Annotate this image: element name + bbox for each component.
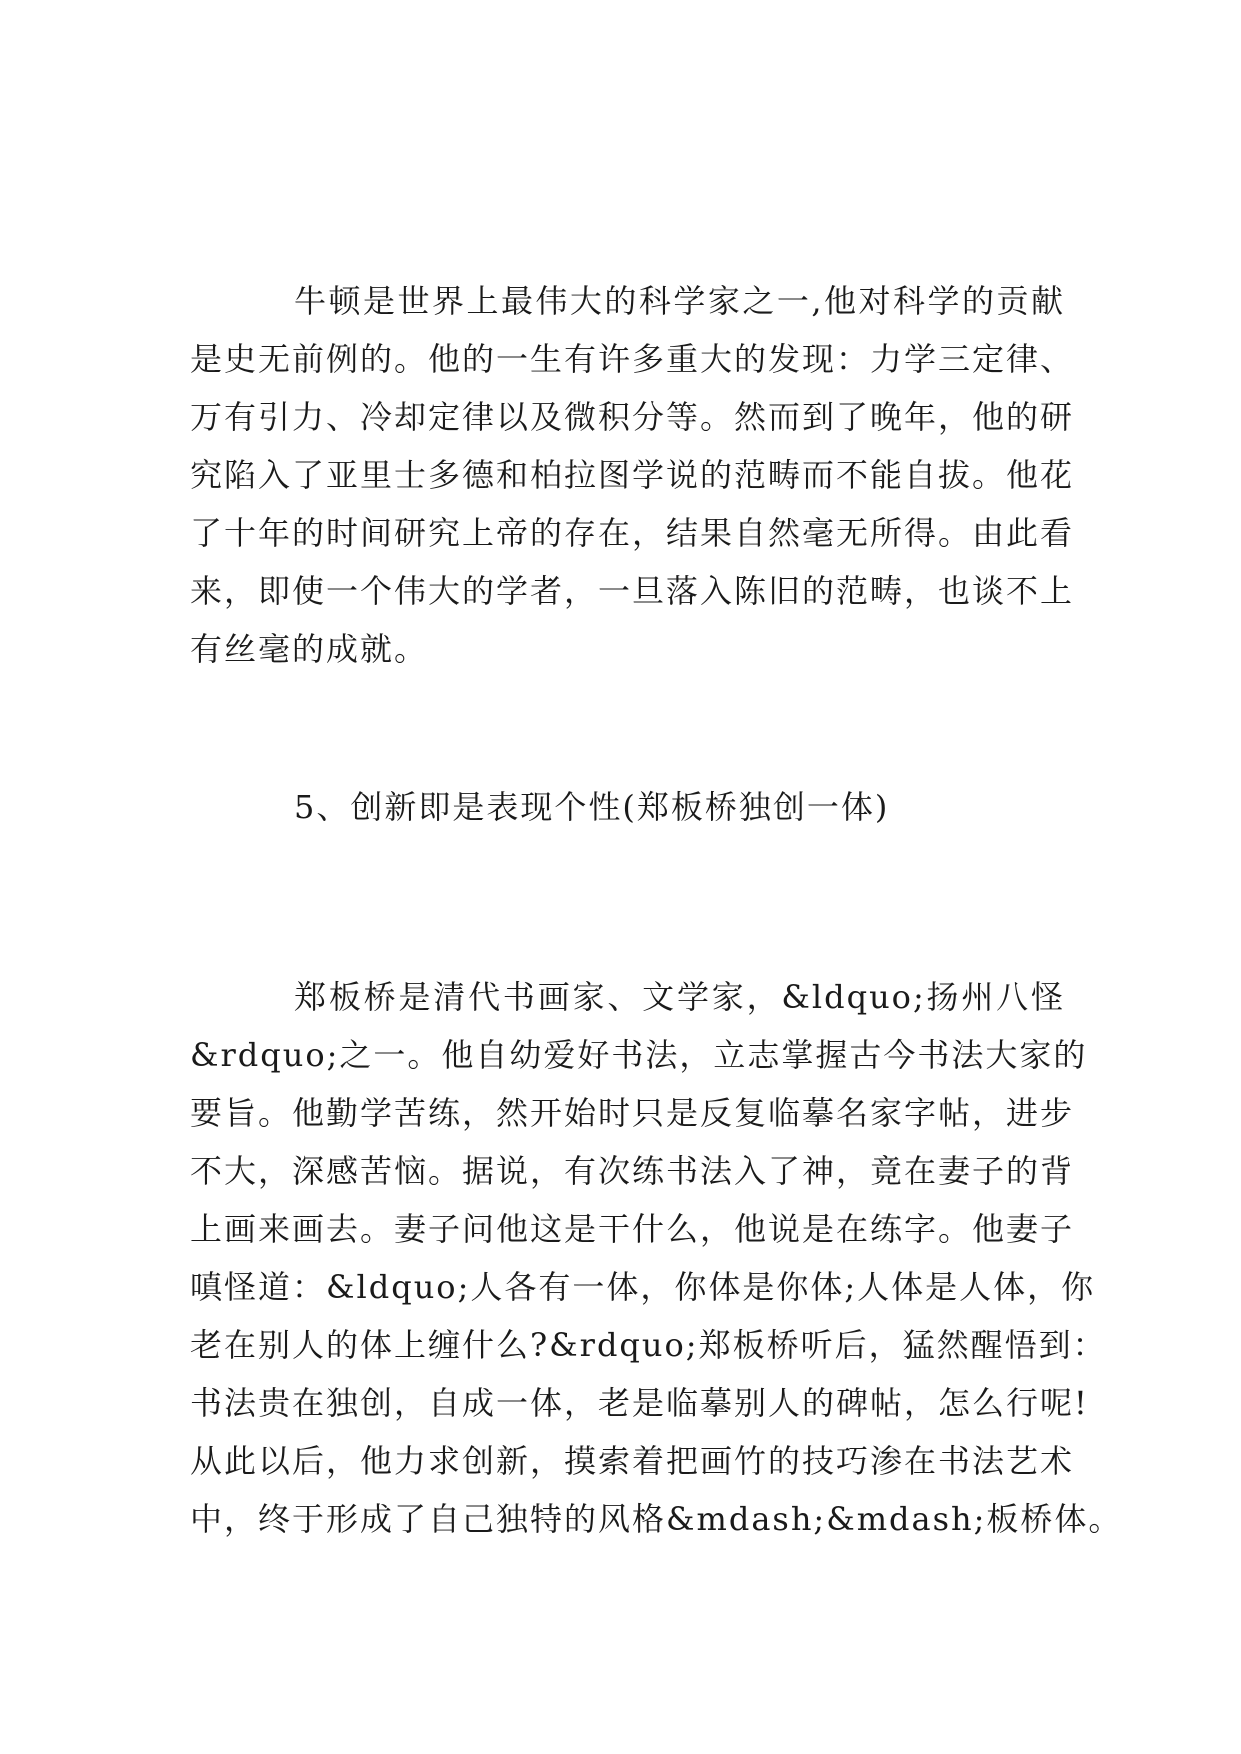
section-heading: 5、创新即是表现个性(郑板桥独创一体)	[294, 788, 890, 826]
text-line: 上画来画去。妻子问他这是干什么，他说是在练字。他妻子	[190, 1210, 1075, 1248]
text-line: 中，终于形成了自己独特的风格&mdash;&mdash;板桥体。	[190, 1500, 1123, 1538]
text-line: 嗔怪道：&ldquo;人各有一体，你体是你体;人体是人体，你	[190, 1268, 1096, 1306]
text-line: 从此以后，他力求创新，摸索着把画竹的技巧渗在书法艺术	[190, 1442, 1075, 1480]
text-line: 究陷入了亚里士多德和柏拉图学说的范畴而不能自拔。他花	[190, 456, 1075, 494]
text-line: 来，即使一个伟大的学者，一旦落入陈旧的范畴，也谈不上	[190, 572, 1075, 610]
text-line: 万有引力、冷却定律以及微积分等。然而到了晚年，他的研	[190, 398, 1075, 436]
paragraph-zheng-banqiao	[190, 968, 1123, 1548]
paragraph-newton	[190, 272, 1075, 678]
text-line: 书法贵在独创，自成一体，老是临摹别人的碑帖，怎么行呢!	[190, 1384, 1089, 1422]
text-line: 有丝毫的成就。	[190, 630, 429, 668]
text-line: 郑板桥是清代书画家、文学家，&ldquo;扬州八怪	[294, 978, 1065, 1016]
text-line: 不大，深感苦恼。据说，有次练书法入了神，竟在妻子的背	[190, 1152, 1075, 1190]
text-line: 了十年的时间研究上帝的存在，结果自然毫无所得。由此看	[190, 514, 1075, 552]
text-line: 要旨。他勤学苦练，然开始时只是反复临摹名家字帖，进步	[190, 1094, 1075, 1132]
text-line: 是史无前例的。他的一生有许多重大的发现：力学三定律、	[190, 340, 1075, 378]
text-line: 老在别人的体上缠什么?&rdquo;郑板桥听后，猛然醒悟到：	[190, 1326, 1107, 1364]
text-line: 牛顿是世界上最伟大的科学家之一,他对科学的贡献	[294, 282, 1065, 320]
text-line: &rdquo;之一。他自幼爱好书法，立志掌握古今书法大家的	[190, 1036, 1088, 1074]
